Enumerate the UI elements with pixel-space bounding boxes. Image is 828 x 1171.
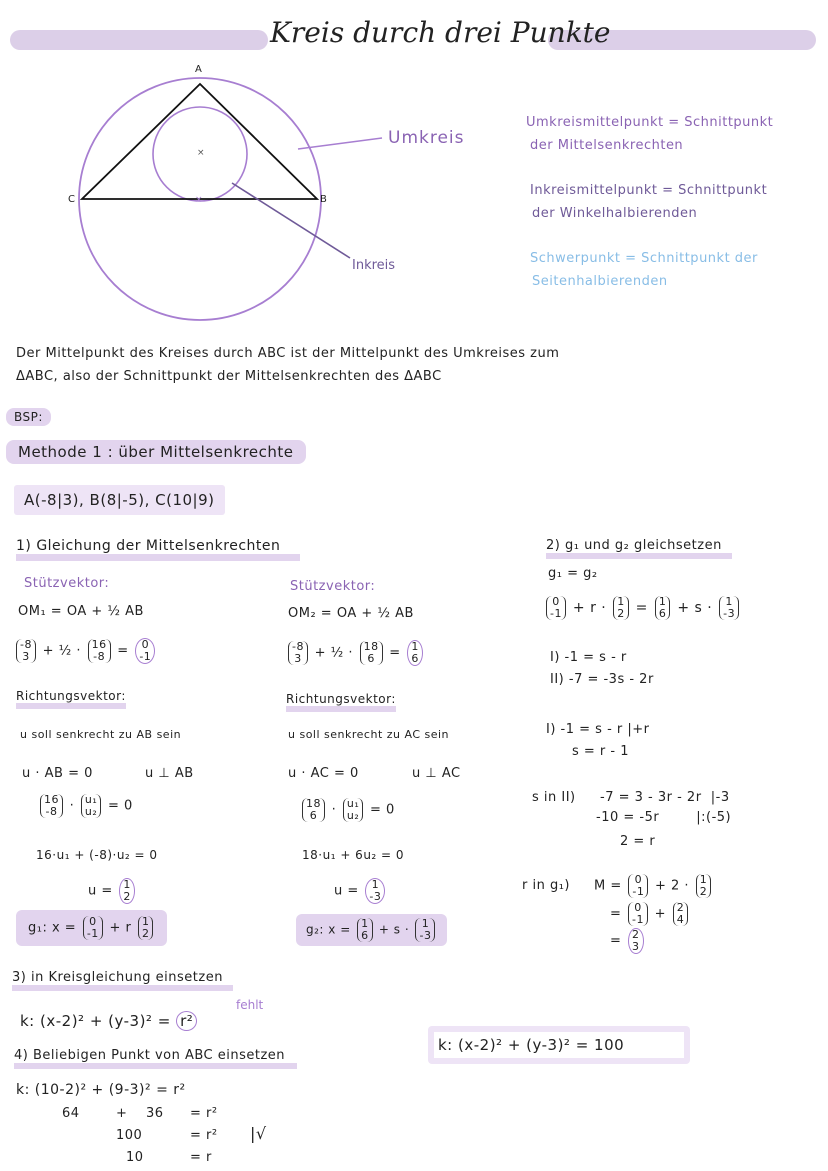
def-inkreis-2: der Winkelhalbierenden xyxy=(532,206,698,221)
step4-l4b: = r xyxy=(190,1150,212,1165)
step4-l1: k: (10-2)² + (9-3)² = r² xyxy=(16,1082,186,1098)
step2-m2: = 0 -1 + 2 4 xyxy=(610,902,690,926)
inkreis-pointer xyxy=(232,183,350,258)
right-u: u = 1 -3 xyxy=(334,878,387,904)
left-stuetz: Stützvektor: xyxy=(24,576,110,591)
def-umkreis-2: der Mittelsenkrechten xyxy=(530,138,684,153)
step2-s-in: s in II) xyxy=(532,790,576,805)
step2-heading: 2) g₁ und g₂ gleichsetzen xyxy=(546,538,732,559)
step4-l2b: + xyxy=(116,1106,128,1121)
final-equation: k: (x-2)² + (y-3)² = 100 xyxy=(438,1036,625,1054)
step2-m3: = 2 3 xyxy=(610,928,646,954)
left-perp: u ⊥ AB xyxy=(145,766,194,781)
page-title: Kreis durch drei Punkte xyxy=(270,16,611,49)
step4-l3b: = r² xyxy=(190,1128,218,1143)
vertex-b-label: B xyxy=(320,194,327,205)
points-box: A(-8|3), B(8|-5), C(10|9) xyxy=(14,485,225,515)
bsp-label: BSP: xyxy=(6,408,51,426)
vertex-c-label: C xyxy=(68,194,75,205)
step2-s3: 2 = r xyxy=(620,834,656,849)
left-v1: -8 3 xyxy=(16,639,36,663)
left-senk: u soll senkrecht zu AB sein xyxy=(20,728,182,741)
r2-circled: r² xyxy=(176,1011,197,1031)
step2-II: II) -7 = -3s - 2r xyxy=(550,672,654,687)
left-richtung: Richtungsvektor: xyxy=(16,689,126,709)
fehlt-note: fehlt xyxy=(236,998,264,1012)
right-dot-line: 18 6 · u₁ u₂ = 0 xyxy=(300,798,395,822)
g2-box: g₂: x = 1 6 + s · 1 -3 xyxy=(296,914,447,946)
left-result: 0 -1 xyxy=(135,638,155,664)
method-heading: Methode 1 : über Mittelsenkrechte xyxy=(6,440,306,464)
incenter-mark: × xyxy=(197,148,205,158)
def-inkreis-1: Inkreismittelpunkt = Schnittpunkt xyxy=(530,183,768,198)
umkreis-label: Umkreis xyxy=(388,128,465,148)
right-senk: u soll senkrecht zu AC sein xyxy=(288,728,450,741)
left-vector-line: -8 3 + ½ · 16 -8 = 0 -1 xyxy=(14,638,157,664)
step4-l3c: |√ xyxy=(250,1124,267,1143)
triangle-circle-diagram xyxy=(0,55,500,325)
step2-s2: -10 = -5r |:(-5) xyxy=(596,810,732,825)
step2-I-solve: I) -1 = s - r |+r xyxy=(546,722,650,737)
left-dot: u · AB = 0 xyxy=(22,766,93,781)
intro-line-1: Der Mittelpunkt des Kreises durch ABC ist der Mittelpunkt des Umkreises zum xyxy=(16,346,560,361)
left-lin: 16·u₁ + (-8)·u₂ = 0 xyxy=(36,848,158,862)
step2-r-in: r in g₁) xyxy=(522,878,570,893)
right-vector-line: -8 3 + ½ · 18 6 = 1 6 xyxy=(286,640,425,666)
def-schwer-2: Seitenhalbierenden xyxy=(532,274,668,289)
left-dot-line: 16 -8 · u₁ u₂ = 0 xyxy=(38,794,133,818)
def-schwer-1: Schwerpunkt = Schnittpunkt der xyxy=(530,251,758,266)
step3-k-eq: k: (x-2)² + (y-3)² = r² xyxy=(20,1012,197,1030)
right-richtung: Richtungsvektor: xyxy=(286,692,396,712)
vertex-a-label: A xyxy=(195,64,202,75)
step1-heading: 1) Gleichung der Mittelsenkrechten xyxy=(16,538,300,561)
step4-l2c: 36 xyxy=(146,1106,164,1121)
step4-l2d: = r² xyxy=(190,1106,218,1121)
left-om-eq: OM₁ = OA + ½ AB xyxy=(18,604,144,619)
triangle-abc xyxy=(82,84,317,199)
right-stuetz: Stützvektor: xyxy=(290,579,376,594)
step2-I: I) -1 = s - r xyxy=(550,650,627,665)
step4-l4a: 10 xyxy=(126,1150,144,1165)
step4-heading: 4) Beliebigen Punkt von ABC einsetzen xyxy=(14,1048,297,1069)
right-om-eq: OM₂ = OA + ½ AB xyxy=(288,606,414,621)
step2-s-eq: s = r - 1 xyxy=(572,744,630,759)
left-v2: 16 -8 xyxy=(88,639,111,663)
right-lin: 18·u₁ + 6u₂ = 0 xyxy=(302,848,405,862)
right-dot: u · AC = 0 xyxy=(288,766,359,781)
g1-box: g₁: x = 0 -1 + r 1 2 xyxy=(16,910,167,946)
right-perp: u ⊥ AC xyxy=(412,766,461,781)
umkreis-pointer xyxy=(298,138,382,149)
step2-vec-line: 0 -1 + r · 1 2 = 1 6 + s · 1 -3 xyxy=(544,596,741,620)
step4-l2a: 64 xyxy=(62,1106,80,1121)
intro-line-2: ΔABC, also der Schnittpunkt der Mittelsenkrechten des ΔABC xyxy=(16,369,442,384)
step3-heading: 3) in Kreisgleichung einsetzen xyxy=(12,970,233,991)
step2-s1: -7 = 3 - 3r - 2r |-3 xyxy=(600,790,730,805)
step2-m1: M = 0 -1 + 2 · 1 2 xyxy=(594,874,713,898)
step2-eq: g₁ = g₂ xyxy=(548,566,598,581)
tangent-mark: × xyxy=(195,195,203,205)
inkreis-label: Inkreis xyxy=(352,258,396,273)
def-umkreis-1: Umkreismittelpunkt = Schnittpunkt xyxy=(526,115,774,130)
left-u: u = 1 2 xyxy=(88,878,137,904)
step4-l3a: 100 xyxy=(116,1128,143,1143)
title-bar-left xyxy=(10,30,268,50)
